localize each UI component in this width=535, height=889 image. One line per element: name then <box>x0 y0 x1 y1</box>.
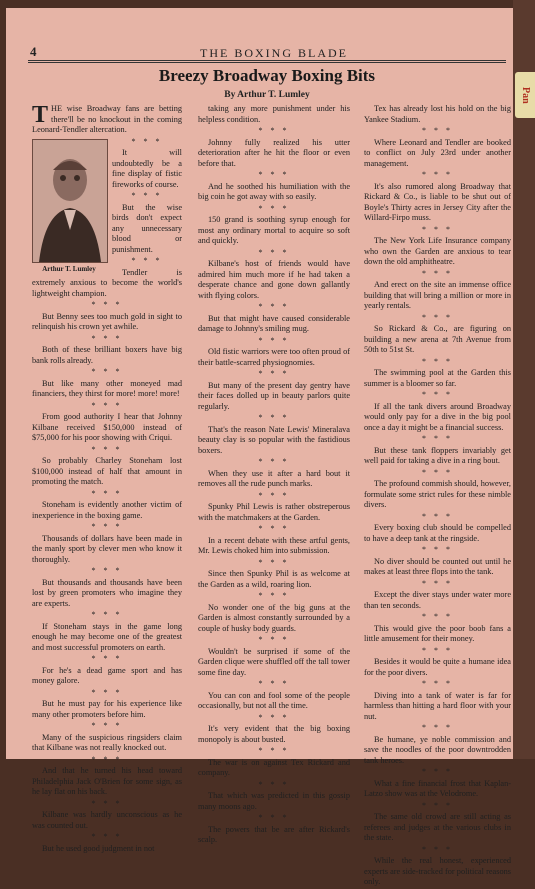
article-paragraph: It's also rumored along Broadway that Rickard & Co., is liable to be shut out of Boyle's Thirty acres in Jersey City after the Willard-Firpo muss. <box>364 181 511 222</box>
article-paragraph: It will undoubtedly be a fine display of fistic fireworks of course. <box>112 148 182 189</box>
paragraph-separator: * * * <box>91 444 123 454</box>
paragraph-separator: * * * <box>91 566 123 575</box>
article-paragraph: So Rickard & Co., are figuring on building a new arena at 7th Avenue from 50th to 51st St. <box>364 324 511 354</box>
article-paragraph: But he used good judgment in not <box>42 843 155 853</box>
paragraph-separator: * * * <box>422 390 453 399</box>
article-paragraph: The swimming pool at the Garden this summer is a bloomer so far. <box>364 368 511 388</box>
paragraph-separator: * * * <box>258 457 290 466</box>
article-paragraph: The war is on against Tex Rickard and company. <box>198 757 350 777</box>
article-paragraph: The profound commish should, however, formulate some strict rules for these nimble divers. <box>364 479 511 509</box>
page-number: 4 <box>30 44 37 59</box>
article-paragraph: Spunky Phil Lewis is rather obstreperous with the matchmakers at the Garden. <box>198 502 350 522</box>
article-paragraph: Kilbane's host of friends would have admired him much more if he had taken a desperate chance and gone down gallantly with flying colors. <box>198 259 350 300</box>
article-paragraph: That which was predicted in this gossip many moons ago. <box>198 791 350 811</box>
paragraph-separator: * * * <box>91 488 123 498</box>
photo-caption: Arthur T. Lumley <box>42 264 96 273</box>
article-paragraph: And he soothed his humiliation with the big coin he got away with so easily. <box>198 181 350 201</box>
article-paragraph: Every boxing club should be compelled to have a deep tank at the ringside. <box>364 523 511 543</box>
column-3 <box>364 104 511 889</box>
running-head: THE BOXING BLADE <box>200 46 348 60</box>
article-paragraph: The powers that be are after Rickard's scalp. <box>198 824 350 844</box>
article-paragraph: What a fine financial frost that Kaplan-Latzo show was at the Velodrome. <box>364 778 511 798</box>
article-paragraph: But like many other moneyed mad financiers, they thirst for more! more! more! <box>32 378 182 398</box>
paragraph-separator: * * * <box>422 844 453 854</box>
paragraph-separator: * * * <box>91 400 123 410</box>
article-paragraph: When they use it after a hard bout it removes all the rude punch marks. <box>198 468 350 488</box>
paragraph-separator: * * * <box>258 813 290 822</box>
article-paragraph: Johnny fully realized his utter deterioration after he hit the floor or even before that. <box>198 137 350 168</box>
article-paragraph: The same old crowd are still acting as referees and judges at the various clubs in the state. <box>364 812 511 842</box>
paragraph-separator: * * * <box>422 356 453 366</box>
article-paragraph: But the wise birds don't expect any unnecessary blood or punishment. <box>112 202 182 254</box>
article-paragraph: In a recent debate with these artful gents, Mr. Lewis choked him into submission. <box>198 535 350 555</box>
paragraph-separator: * * * <box>258 591 290 600</box>
paragraph-separator: * * * <box>258 679 290 688</box>
article-paragraph: Kilbane was hardly unconscious as he was counted out. <box>32 810 182 830</box>
paragraph-separator: * * * <box>422 467 453 477</box>
paragraph-separator: * * * <box>422 126 453 135</box>
article-paragraph: Diving into a tank of water is far for harmless than hitting a hard floor with your nut. <box>364 690 511 721</box>
author-photo <box>32 139 108 263</box>
paragraph-separator: * * * <box>422 645 453 655</box>
article-paragraph: From good authority I hear that Johnny Kilbane received $150,000 instead of $75,000 for his poor showing with Criqui. <box>32 412 182 442</box>
article-paragraph: You can con and fool some of the people occasionally, but not all the time. <box>198 690 350 710</box>
paragraph-separator: * * * <box>91 754 123 764</box>
article-paragraph: It's very evident that the big boxing monopoly is about busted. <box>198 724 350 744</box>
paragraph-separator: * * * <box>258 369 290 378</box>
article-paragraph: If all the tank divers around Broadway would only pay for a dive in the big pool once a day it might be a financial success. <box>364 401 511 432</box>
paragraph-separator: * * * <box>422 170 453 179</box>
paragraph-separator: * * * <box>422 800 453 810</box>
author-photo-wrap <box>32 139 106 273</box>
article-paragraph: No diver should be counted out until he makes at least three flops into the tank. <box>364 556 511 576</box>
column-2 <box>198 104 350 847</box>
paragraph-separator: * * * <box>258 203 290 213</box>
paragraph-separator: * * * <box>258 126 290 135</box>
article-paragraph: Thousands of dollars have been made in the manly sport by clever men who know it thoroughly. <box>32 533 182 564</box>
article-paragraph: But these tank floppers invariably get well paid for taking a dive in a ring bout. <box>364 445 511 465</box>
header-rule-thin <box>28 62 506 63</box>
paragraph-separator: * * * <box>258 779 290 789</box>
paragraph-separator: * * * <box>131 191 163 200</box>
article-byline: By Arthur T. Lumley <box>224 90 310 100</box>
article-paragraph: Besides it would be quite a humane idea for the poor divers. <box>364 657 511 677</box>
drop-cap: T <box>32 102 49 128</box>
paragraph-separator: * * * <box>258 635 290 644</box>
article-paragraph: Since then Spunky Phil is as welcome at the Garden as a wild, roaring lion. <box>198 569 350 589</box>
paragraph-separator: * * * <box>91 333 123 343</box>
article-paragraph: taking any more punishment under his helpless condition. <box>198 104 350 124</box>
article-paragraph: But thousands and thousands have been lost by green promoters who imagine they are experts. <box>32 577 182 608</box>
paragraph-separator: * * * <box>258 335 290 345</box>
article-paragraph: Tex has already lost his hold on the big Yankee Stadium. <box>364 104 511 124</box>
paragraph-separator: * * * <box>422 268 453 278</box>
article-paragraph: Wouldn't be surprised if some of the Garden clique were shuffled off the tall tower some fine day. <box>198 646 350 677</box>
paragraph-separator: * * * <box>422 612 453 621</box>
article-paragraph: Both of these brilliant boxers have big bank rolls already. <box>32 345 182 365</box>
article-paragraph: If Stoneham stays in the game long enough he may become one of the greatest and most successful promoters on earth. <box>32 621 182 652</box>
paragraph-separator: * * * <box>131 256 163 265</box>
article-paragraph: THE wise Broadway fans are betting there'll be no knockout in the coming Leonard-Tendler altercation. <box>32 102 182 134</box>
paragraph-separator: * * * <box>258 712 290 722</box>
article-paragraph: The New York Life Insurance company who own the Garden are anxious to tear down the old amphitheatre. <box>364 236 511 266</box>
article-paragraph: Many of the suspicious ringsiders claim that Kilbane was not really knocked out. <box>32 732 182 752</box>
article-paragraph: Old fistic warriors were too often proud of their battle-scarred physiognomies. <box>198 347 350 367</box>
article-paragraph: No wonder one of the big guns at the Garden is almost constantly surrounded by a couple of husky body guards. <box>198 602 350 633</box>
paragraph-separator: * * * <box>258 247 290 257</box>
header-rule <box>28 60 506 61</box>
article-paragraph: And erect on the site an immense office building that will bring a million or more in yearly rentals. <box>364 280 511 310</box>
article-paragraph: For he's a dead game sport and has money galore. <box>32 665 182 685</box>
article-paragraph: While the real honest, experienced experts are side-tracked for political reasons only. <box>364 856 511 886</box>
paragraph-separator: * * * <box>91 654 123 663</box>
paragraph-separator: * * * <box>422 767 453 776</box>
paragraph-separator: * * * <box>91 367 123 376</box>
article-paragraph: So probably Charley Stoneham lost $100,000 instead of half that amount in promoting the match. <box>32 456 182 486</box>
paragraph-separator: * * * <box>422 224 453 234</box>
paragraph-separator: * * * <box>422 679 453 688</box>
article-paragraph: That's the reason Nate Lewis' Mineralava beauty clay is so popular with the fastidious boxers. <box>198 424 350 455</box>
article-paragraph: But that might have caused considerable damage to Johnny's smiling mug. <box>198 313 350 333</box>
article-paragraph: Stoneham is evidently another victim of inexperience in the boxing game. <box>32 500 182 520</box>
article-title: Breezy Broadway Boxing Bits <box>158 66 376 85</box>
column-1 <box>32 104 182 855</box>
paragraph-separator: * * * <box>422 578 453 588</box>
paragraph-separator: * * * <box>258 170 290 179</box>
paragraph-separator: * * * <box>422 511 453 521</box>
paragraph-separator: * * * <box>258 524 290 533</box>
article-paragraph: But he must pay for his experience like many other promoters before him. <box>32 699 182 719</box>
paragraph-separator: * * * <box>258 490 290 500</box>
article-paragraph: Tendler is extremely anxious to become the world's lightweight champion. <box>32 267 182 298</box>
paragraph-separator: * * * <box>91 300 123 309</box>
paragraph-separator: * * * <box>91 610 123 619</box>
article-paragraph: But many of the present day gentry have their faces dolled up in beauty parlors quite regularly. <box>198 380 350 411</box>
paragraph-separator: * * * <box>91 721 123 730</box>
article-paragraph: Where Leonard and Tendler are booked to conflict on July 23rd under another management. <box>364 137 511 168</box>
paragraph-separator: * * * <box>91 687 123 697</box>
paragraph-separator: * * * <box>422 312 453 322</box>
paragraph-separator: * * * <box>258 413 290 422</box>
paragraph-separator: * * * <box>131 136 163 146</box>
paragraph-separator: * * * <box>91 522 123 531</box>
paragraph-separator: * * * <box>422 434 453 443</box>
paragraph-separator: * * * <box>422 545 453 554</box>
paragraph-separator: * * * <box>91 798 123 808</box>
paragraph-separator: * * * <box>258 302 290 311</box>
paragraph-separator: * * * <box>258 557 290 567</box>
paragraph-separator: * * * <box>422 723 453 732</box>
article-paragraph: And that he turned his head toward Philadelphia Jack O'Brien for some sign, as he lay flat on his back. <box>32 766 182 796</box>
paragraph-separator: * * * <box>258 746 290 755</box>
article-paragraph: 150 grand is soothing syrup enough for most any ordinary mortal to acquire so soft and quickly. <box>198 215 350 245</box>
article-paragraph: Except the diver stays under water more than ten seconds. <box>364 590 511 610</box>
article-paragraph: But Benny sees too much gold in sight to relinquish his crown yet awhile. <box>32 311 182 331</box>
paragraph-separator: * * * <box>91 832 123 841</box>
article-paragraph: This would give the poor boob fans a little amusement for their money. <box>364 623 511 643</box>
side-tab: Pan <box>515 72 535 118</box>
article-paragraph: Be humane, ye noble commission and save the noodles of the poor downtrodden tank heroes. <box>364 734 511 765</box>
